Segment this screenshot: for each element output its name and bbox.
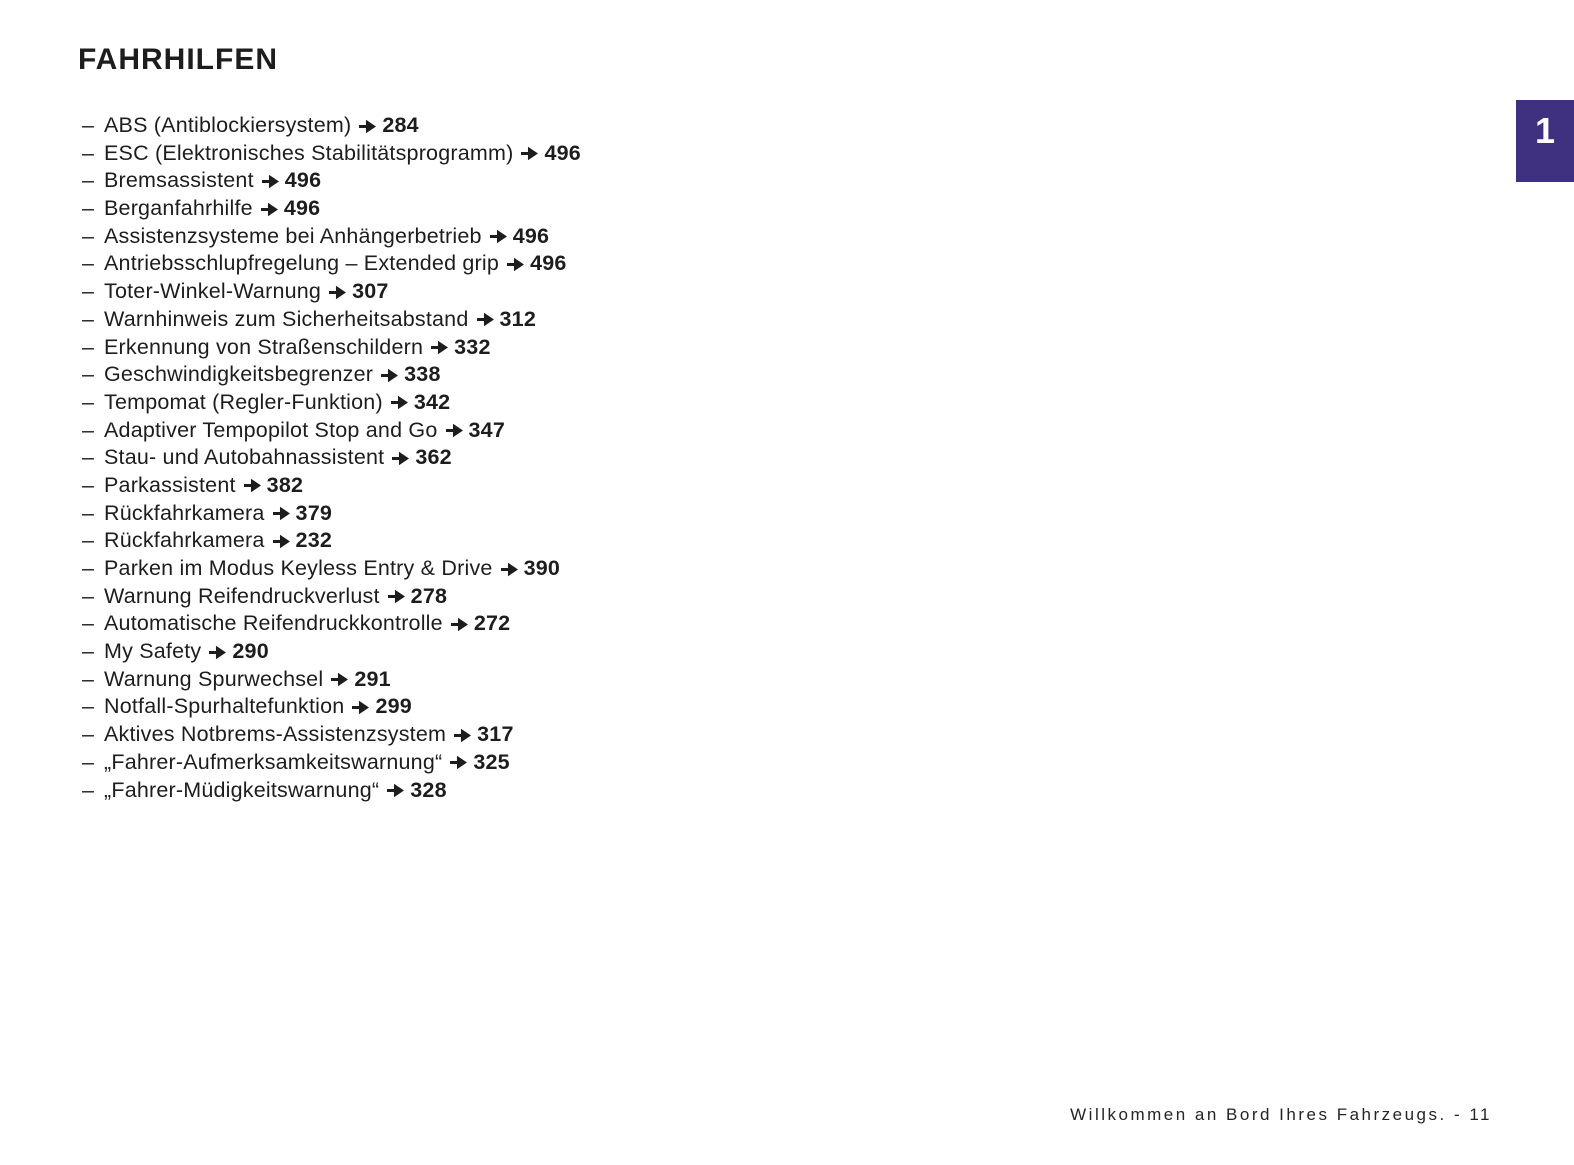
arrow-icon — [381, 368, 398, 383]
toc-item — [82, 749, 581, 777]
toc-item-page: 299 — [375, 694, 412, 719]
toc-item-page: 382 — [266, 472, 304, 497]
toc-item-page: 362 — [415, 445, 452, 470]
arrow-icon — [454, 728, 471, 743]
toc-item-label: My Safety — [104, 639, 202, 664]
toc-item — [82, 167, 581, 195]
toc-item-label: Parken im Modus Keyless Entry & Drive — [104, 556, 493, 580]
toc-item-label: „Fahrer-Müdigkeitswarnung“ — [104, 777, 380, 802]
toc-item-label: Assistenzsysteme bei Anhängerbetrieb — [104, 223, 482, 248]
arrow-icon — [477, 312, 494, 327]
arrow-icon — [352, 700, 369, 715]
toc-item — [82, 361, 581, 389]
toc-item-label: Rückfahrkamera — [104, 528, 265, 553]
arrow-icon — [387, 783, 404, 798]
dash-bullet: – — [82, 140, 95, 165]
toc-item-label: Notfall-Spurhaltefunktion — [104, 694, 345, 719]
toc-item-page: 496 — [284, 168, 322, 193]
toc-item-page: 307 — [352, 279, 389, 304]
toc-item — [82, 527, 581, 555]
toc-item-label: Adaptiver Tempopilot Stop and Go — [104, 417, 438, 442]
toc-item-label: Stau- und Autobahnassistent — [104, 445, 385, 470]
dash-bullet: – — [82, 196, 95, 221]
dash-bullet: – — [82, 639, 95, 664]
dash-bullet: – — [82, 749, 95, 774]
arrow-icon — [262, 174, 279, 189]
arrow-icon — [451, 617, 468, 632]
dash-bullet: – — [82, 556, 95, 580]
toc-item-label: Erkennung von Straßenschildern — [104, 334, 424, 359]
dash-bullet: – — [82, 611, 95, 636]
dash-bullet: – — [82, 583, 95, 608]
dash-bullet: – — [82, 417, 95, 442]
toc-item-page: 284 — [382, 113, 419, 137]
arrow-icon — [431, 340, 448, 355]
section-tab-number: 1 — [1534, 110, 1556, 151]
dash-bullet: – — [82, 528, 95, 553]
toc-item-label: Warnhinweis zum Sicherheitsabstand — [104, 306, 469, 331]
arrow-icon — [273, 534, 290, 549]
dash-bullet: – — [82, 445, 95, 470]
arrow-icon — [391, 395, 408, 410]
toc-item-label: „Fahrer-Aufmerksamkeitswarnung“ — [104, 749, 443, 774]
toc-item-page: 342 — [413, 389, 451, 414]
toc-list — [82, 112, 581, 804]
arrow-icon — [490, 229, 507, 244]
toc-item-label: ABS (Antiblockiersystem) — [104, 113, 352, 137]
arrow-icon — [329, 285, 346, 300]
toc-item-label: Rückfahrkamera — [104, 500, 265, 525]
toc-item — [82, 389, 581, 417]
toc-item-page: 290 — [232, 639, 269, 664]
toc-item-page: 338 — [404, 362, 441, 387]
arrow-icon — [392, 451, 409, 466]
toc-item — [82, 666, 581, 694]
toc-item-label: Antriebsschlupfregelung – Extended grip — [104, 251, 500, 276]
toc-item-label: Automatische Reifendruckkontrolle — [104, 611, 443, 636]
toc-item-label: Parkassistent — [104, 472, 236, 497]
toc-item — [82, 112, 581, 140]
arrow-icon — [209, 645, 226, 660]
toc-item — [82, 721, 581, 749]
toc-item — [82, 278, 581, 306]
toc-item-page: 496 — [544, 140, 581, 165]
arrow-icon — [507, 257, 524, 272]
toc-item — [82, 500, 581, 528]
toc-item — [82, 306, 581, 334]
toc-item-page: 278 — [410, 583, 448, 608]
toc-item — [82, 223, 581, 251]
arrow-icon — [273, 506, 290, 521]
dash-bullet: – — [82, 251, 95, 276]
toc-item-page: 347 — [468, 417, 505, 442]
toc-item-label: Aktives Notbrems-Assistenzsystem — [104, 722, 447, 747]
arrow-icon — [521, 146, 538, 161]
toc-item — [82, 583, 581, 611]
toc-item-label: Warnung Reifendruckverlust — [104, 583, 380, 608]
dash-bullet: – — [82, 362, 95, 387]
arrow-icon — [388, 589, 405, 604]
toc-item-label: Warnung Spurwechsel — [104, 666, 324, 691]
toc-item-label: Tempomat (Regler-Funktion) — [104, 389, 383, 414]
dash-bullet: – — [82, 389, 95, 414]
toc-item-label: Berganfahrhilfe — [104, 196, 253, 221]
toc-item-page: 232 — [295, 528, 333, 553]
toc-item — [82, 638, 581, 666]
dash-bullet: – — [82, 113, 95, 137]
toc-item — [82, 250, 581, 278]
page-title: FAHRHILFEN — [78, 43, 278, 76]
dash-bullet: – — [82, 306, 95, 331]
toc-item — [82, 777, 581, 805]
toc-item-page: 325 — [473, 749, 510, 774]
dash-bullet: – — [82, 223, 95, 248]
toc-item-label: Geschwindigkeitsbegrenzer — [104, 362, 374, 387]
dash-bullet: – — [82, 666, 95, 691]
dash-bullet: – — [82, 279, 95, 304]
toc-item-page: 317 — [477, 722, 514, 747]
toc-item-page: 332 — [454, 334, 491, 359]
toc-item — [82, 610, 581, 638]
toc-item-page: 496 — [283, 196, 321, 221]
arrow-icon — [450, 755, 467, 770]
toc-item — [82, 195, 581, 223]
dash-bullet: – — [82, 472, 95, 497]
toc-item-page: 390 — [523, 556, 561, 580]
toc-item — [82, 693, 581, 721]
toc-item-page: 312 — [499, 306, 536, 331]
arrow-icon — [331, 672, 348, 687]
toc-item — [82, 334, 581, 362]
toc-item — [82, 417, 581, 445]
dash-bullet: – — [82, 722, 95, 747]
toc-item-page: 272 — [473, 611, 511, 636]
arrow-icon — [261, 202, 278, 217]
footer-text: Willkommen an Bord Ihres Fahrzeugs. - 11 — [1070, 1105, 1492, 1124]
dash-bullet: – — [82, 334, 95, 359]
toc-item-label: ESC (Elektronisches Stabilitätsprogramm) — [104, 140, 514, 165]
dash-bullet: – — [82, 168, 95, 193]
toc-item — [82, 555, 581, 583]
dash-bullet: – — [82, 777, 95, 802]
dash-bullet: – — [82, 694, 95, 719]
arrow-icon — [359, 119, 376, 134]
arrow-icon — [501, 562, 518, 577]
arrow-icon — [446, 423, 463, 438]
toc-item-page: 328 — [410, 777, 447, 802]
toc-item-page: 496 — [530, 251, 567, 276]
toc-item-page: 496 — [512, 223, 550, 248]
toc-item-page: 379 — [295, 500, 333, 525]
toc-item — [82, 444, 581, 472]
arrow-icon — [244, 478, 261, 493]
toc-item-label: Toter-Winkel-Warnung — [104, 279, 322, 304]
toc-item — [82, 140, 581, 168]
section-tab — [1516, 100, 1574, 182]
toc-item — [82, 472, 581, 500]
dash-bullet: – — [82, 500, 95, 525]
toc-item-label: Bremsassistent — [104, 168, 254, 193]
toc-item-page: 291 — [354, 666, 391, 691]
